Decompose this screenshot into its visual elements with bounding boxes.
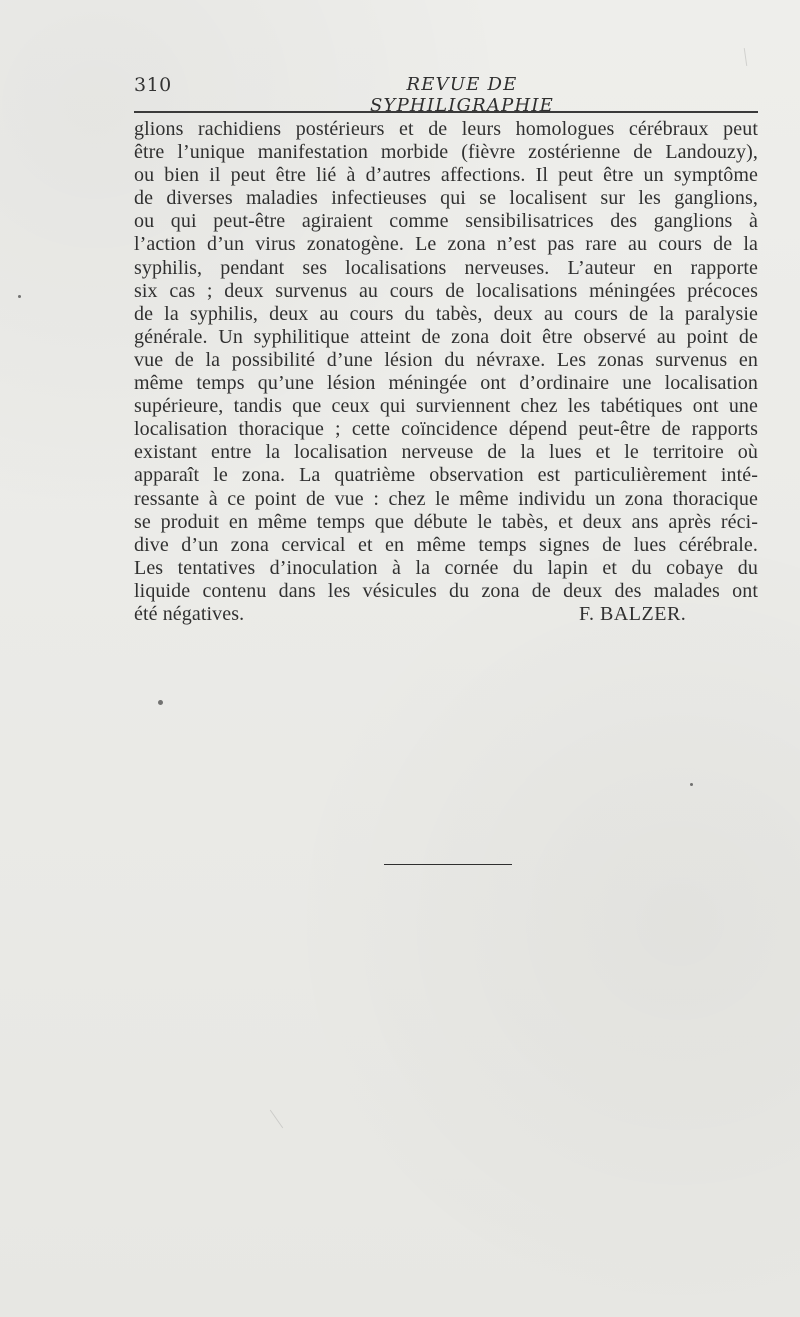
author-signature: F. BALZER. [579,602,687,625]
text-line-10: générale. Un syphilitique atteint de zona doit être observé au point de [134,325,758,348]
text-line-8: six cas ; deux survenus au cours de localisations méningées précoces [134,279,758,302]
scan-mark [270,1110,283,1129]
text-line-15: existant entre la localisation nerveuse de la lues et le territoire où [134,441,758,464]
text-line-16: apparaît le zona. La quatrième observation est particulièrement inté- [134,464,758,487]
running-title: REVUE DE SYPHILIGRAPHIE [370,74,554,116]
article-text [134,118,758,626]
text-line-5: ou qui peut-être agiraient comme sensibilisatrices des ganglions à [134,210,758,233]
text-line-4: de diverses maladies infectieuses qui se localisent sur les ganglions, [134,187,758,210]
final-line [134,603,758,626]
text-line-12: même temps qu’une lésion méningée ont d’ordinaire une localisation [134,372,758,395]
page-number: 310 [134,74,172,96]
text-line-2: être l’unique manifestation morbide (fièvre zostérienne de Landouzy), [134,141,758,164]
final-sentence: été négatives. [134,602,245,625]
text-line-21: liquide contenu dans les vésicules du zona de deux des malades ont [134,579,758,602]
text-line-14: localisation thoracique ; cette coïncidence dépend peut-être de rapports [134,418,758,441]
scan-mark [744,48,747,66]
text-line-13: supérieure, tandis que ceux qui surviennent chez les tabétiques ont une [134,395,758,418]
text-line-18: se produit en même temps que débute le tabès, et deux ans après réci- [134,510,758,533]
text-line-20: Les tentatives d’inoculation à la cornée du lapin et du cobaye du [134,556,758,579]
header-divider [134,111,758,113]
paper-speck [18,295,21,298]
text-line-11: vue de la possibilité d’une lésion du névraxe. Les zonas survenus en [134,348,758,371]
text-line-19: dive d’un zona cervical et en même temps signes de lues cérébrale. [134,533,758,556]
text-line-3: ou bien il peut être lié à d’autres affections. Il peut être un symptôme [134,164,758,187]
section-end-rule [384,864,512,865]
paper-speck [690,783,693,786]
page-header [134,74,758,116]
text-line-9: de la syphilis, deux au cours du tabès, deux au cours de la paralysie [134,302,758,325]
paper-speck [158,700,163,705]
text-line-6: l’action d’un virus zonatogène. Le zona n’est pas rare au cours de la [134,233,758,256]
text-line-1: glions rachidiens postérieurs et de leurs homologues cérébraux peut [134,118,758,140]
text-line-7: syphilis, pendant ses localisations nerveuses. L’auteur en rapporte [134,256,758,279]
text-line-17: ressante à ce point de vue : chez le même individu un zona thoracique [134,487,758,510]
